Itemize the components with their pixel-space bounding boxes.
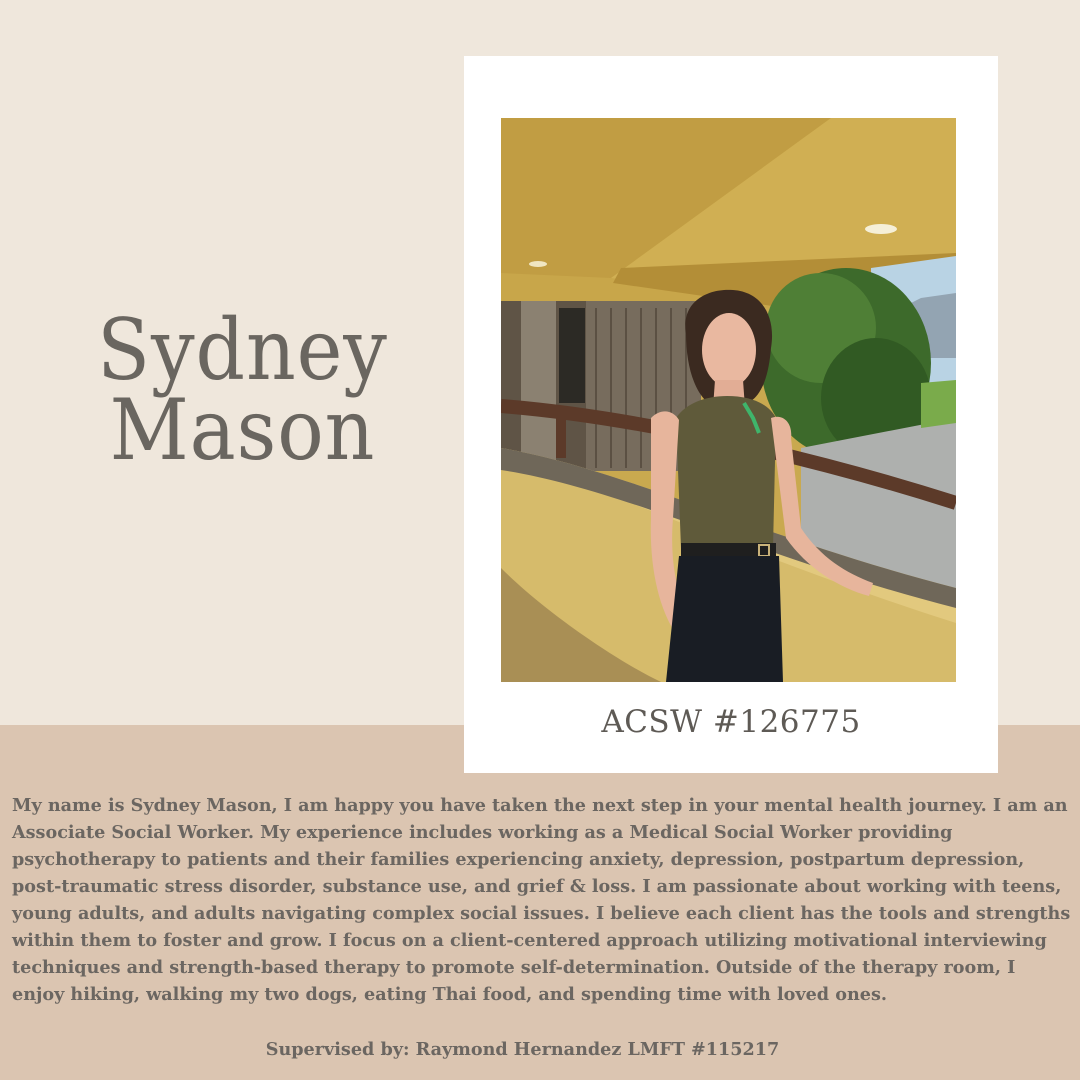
bio-paragraph: My name is Sydney Mason, I am happy you have taken the next step in your mental health journey. I am an Associate Social Worker. My experience includes working as a Medical Social Worker providing psychotherapy to patients and their families experiencing anxiety, depression, postpartum depression, post-traumatic stress disorder, substance use, and grief & loss. I am passionate about working with teens, young adults, and adults navigating complex social issues. I believe each client has the tools and strengths within them to foster and grow. I focus on a client-centered approach utilizing motivational interviewing techniques and strength-based therapy to promote self-determination. Outside of the therapy room, I enjoy hiking, walking my two dogs, eating Thai food, and spending time with loved ones. [12,795,1071,1005]
last-name: Mason [109,381,376,479]
supervisor-line: Supervised by: Raymond Hernandez LMFT #115217 [265,1039,780,1060]
license-number: ACSW #126775 [601,704,861,740]
profile-photo [501,118,956,682]
photo-frame [464,56,998,773]
first-name: Sydney [97,301,388,399]
profile-name [56,301,429,479]
